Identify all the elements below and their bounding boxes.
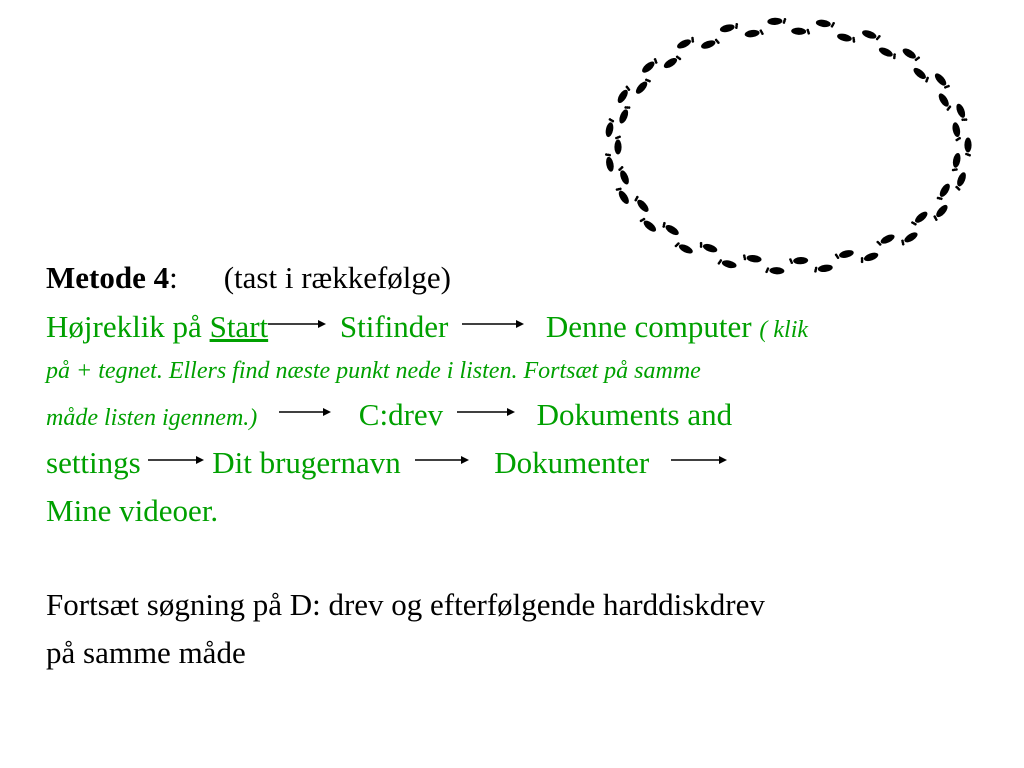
note-text-3: måde listen igennem.) [46, 405, 258, 431]
footprint-icon [616, 85, 632, 105]
arrow-icon [279, 406, 331, 418]
footprint-icon [700, 37, 720, 50]
footprint-icon [615, 186, 631, 206]
footprint-icon [878, 46, 898, 61]
documents-and-text: Dokuments and [536, 397, 733, 432]
explorer-text: Stifinder [339, 309, 449, 344]
footprint-icon [954, 171, 968, 191]
footprint-icon [614, 136, 621, 155]
instruction-line-3 [46, 443, 727, 483]
footprint-icon [861, 29, 881, 42]
footprint-icon [742, 254, 762, 264]
footprint-icon [662, 54, 682, 70]
footprint-icon [912, 66, 931, 84]
footprint-icon [698, 241, 718, 254]
right-click-text: Højreklik på [46, 309, 202, 344]
footprint-icon [951, 152, 962, 172]
footprint-icon [859, 251, 879, 264]
username-text: Dit brugernavn [212, 445, 401, 480]
footprint-icon [634, 77, 652, 96]
footprint-icon [933, 72, 951, 91]
footprint-icon [876, 233, 896, 248]
documents-text: Dokumenter [494, 445, 650, 480]
footprint-icon [901, 46, 921, 62]
footprint-icon [899, 230, 919, 246]
footprint-icon [834, 249, 854, 260]
footprint-icon [640, 57, 659, 75]
method-colon: : [169, 260, 178, 295]
footprint-icon [815, 19, 835, 29]
footprint-icon [717, 258, 737, 269]
footprint-icon [639, 216, 658, 234]
footprint-icon [937, 92, 953, 112]
footprint-icon [813, 264, 833, 274]
instruction-line-2 [46, 395, 732, 438]
footprint-icon [605, 118, 616, 138]
my-videos-text: Mine videoer. [46, 493, 219, 528]
footprint-icon [765, 267, 784, 275]
footprint-icon [744, 28, 764, 38]
footprint-icon [964, 138, 971, 157]
footprint-icon [676, 36, 696, 51]
note-text-2: på + tegnet. Ellers find næste punkt nede i listen. Fortsæt på samme [46, 358, 701, 384]
footprint-icon [836, 32, 856, 43]
note-text-1: ( klik [759, 317, 809, 343]
method-heading [46, 258, 451, 298]
arrow-icon [415, 454, 469, 466]
arrow-icon [148, 454, 204, 466]
arrow-icon [457, 406, 515, 418]
footprint-icon [932, 203, 950, 222]
instruction-note-line [46, 351, 701, 391]
instruction-line-4 [46, 491, 218, 531]
footprint-icon [633, 195, 651, 214]
footprint-icon [791, 27, 810, 35]
c-drive-text: C:drev [358, 397, 444, 432]
instruction-line-1 [46, 307, 808, 350]
footprint-icon [617, 165, 631, 185]
arrow-icon [268, 318, 326, 330]
footprint-icon [618, 104, 632, 124]
footprint-icon [936, 182, 952, 202]
method-label: Metode 4 [46, 260, 170, 295]
footer-line-1: Fortsæt søgning på D: drev og efterfølgende harddiskdrev [46, 587, 765, 622]
footprint-icon [951, 122, 962, 142]
footprint-icon [661, 221, 681, 237]
start-link: Start [209, 309, 269, 344]
footprint-icon [767, 17, 786, 25]
this-computer-text: Denne computer [545, 309, 752, 344]
settings-text: settings [46, 445, 141, 480]
footer-line-2: på samme måde [46, 635, 246, 670]
footprint-icon [910, 210, 929, 228]
footprint-icon [674, 241, 694, 256]
footprint-icon [719, 22, 739, 33]
arrow-icon [671, 454, 727, 466]
method-subtitle: (tast i rækkefølge) [223, 260, 451, 295]
footprint-icon [789, 257, 808, 265]
footprint-icon [955, 102, 969, 122]
arrow-icon [462, 318, 524, 330]
footprint-icon [604, 152, 615, 172]
